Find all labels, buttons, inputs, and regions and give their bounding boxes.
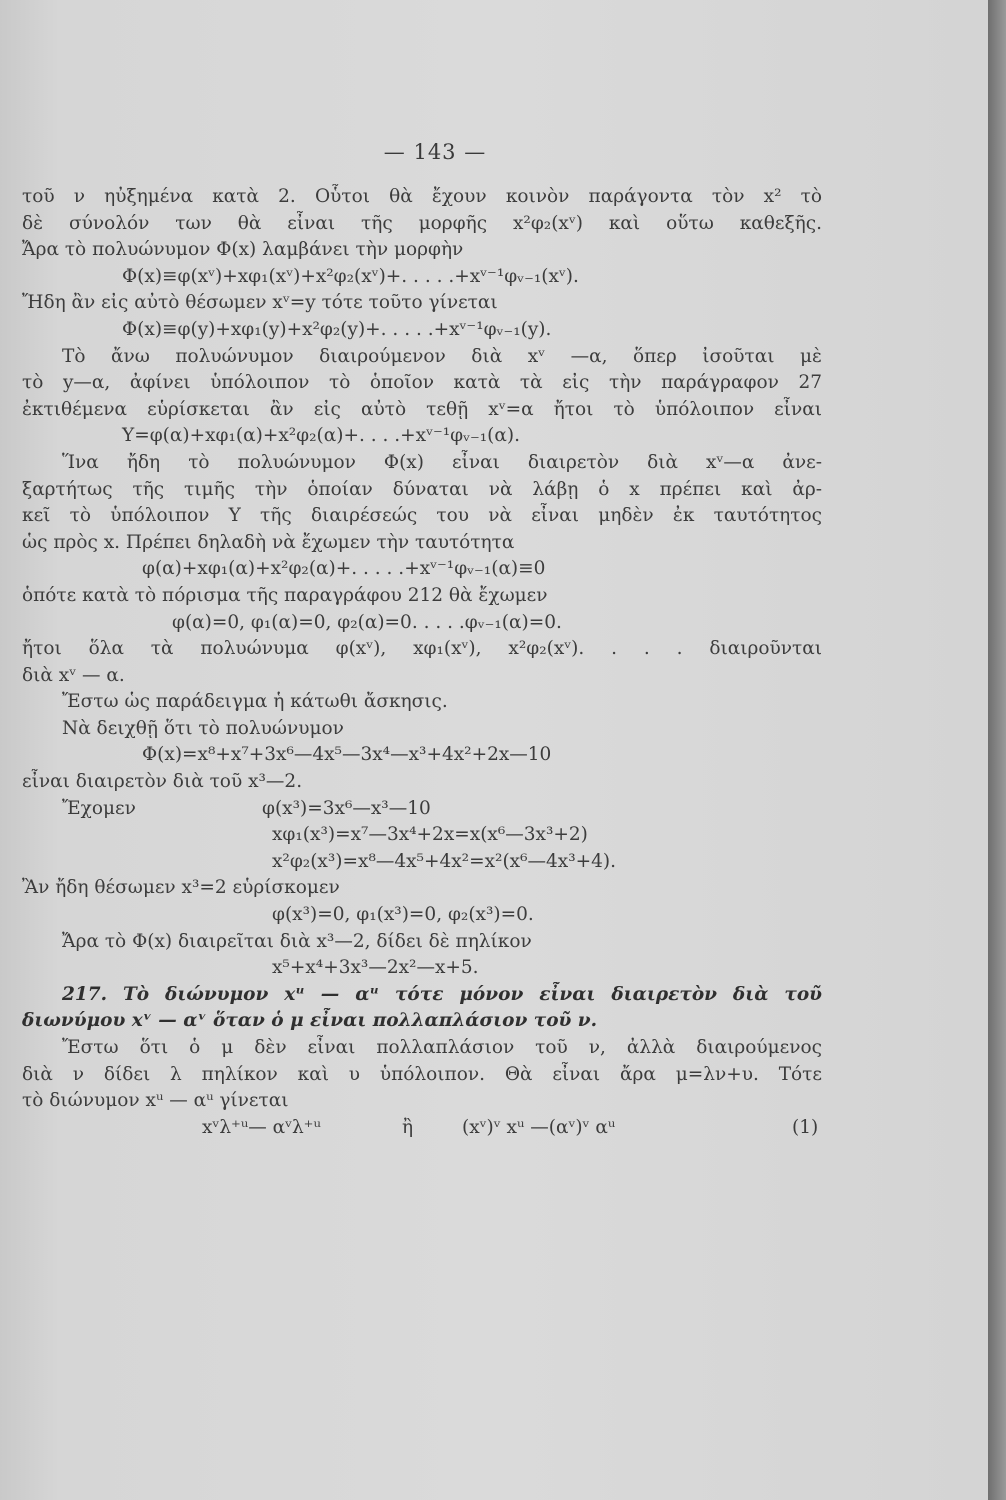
theorem-heading: διωνύμου xᵛ — αᵛ ὅταν ὁ μ εἶναι πολλαπλάσιον τοῦ ν. bbox=[22, 1010, 598, 1032]
equation-or: ἢ bbox=[402, 1116, 414, 1138]
text-line: Ἔστω ὡς παράδειγμα ἡ κάτωθι ἄσκησις. bbox=[62, 691, 448, 713]
equation-line: φ(α)+xφ₁(α)+x²φ₂(α)+. . . . .+xᵛ⁻¹φᵥ₋₁(α)≡0 bbox=[142, 558, 546, 580]
text-line: διὰ ν δίδει λ πηλίκον καὶ υ ὑπόλοιπον. Θὰ εἶναι ἄρα μ=λν+υ. Τότε bbox=[22, 1063, 822, 1085]
text-line: Τὸ ἄνω πολυώνυμον διαιρούμενον διὰ xᵛ —α, ὅπερ ἰσοῦται μὲ bbox=[62, 345, 822, 367]
equation-line: x²φ₂(x³)=x⁸—4x⁵+4x²=x²(x⁶—4x³+4). bbox=[272, 850, 617, 872]
equation-left: xᵛλ⁺ᵘ— αᵛλ⁺ᵘ bbox=[202, 1116, 321, 1138]
equation-line: φ(α)=0, φ₁(α)=0, φ₂(α)=0. . . . .φᵥ₋₁(α)=0. bbox=[172, 611, 562, 633]
text-line: ὁπότε κατὰ τὸ πόρισμα τῆς παραγράφου 212 θὰ ἔχωμεν bbox=[22, 584, 548, 606]
text-line: Ἄρα τὸ Φ(x) διαιρεῖται διὰ x³—2, δίδει δὲ πηλίκον bbox=[62, 930, 532, 952]
text-line: κεῖ τὸ ὑπόλοιπον Y τῆς διαιρέσεώς του νὰ εἶναι μηδὲν ἐκ ταυτότητος bbox=[22, 505, 822, 527]
text-line: ξαρτήτως τῆς τιμῆς τὴν ὁποίαν δύναται νὰ λάβῃ ὁ x πρέπει καὶ ἀρ- bbox=[22, 478, 822, 500]
equation-line: Φ(x)=x⁸+x⁷+3x⁶—4x⁵—3x⁴—x³+4x²+2x—10 bbox=[142, 744, 552, 766]
equation-line: φ(x³)=3x⁶—x³—10 bbox=[262, 797, 431, 819]
text-line: Ἂν ἤδη θέσωμεν x³=2 εὑρίσκομεν bbox=[22, 877, 340, 899]
numbered-equation bbox=[22, 1115, 822, 1142]
text-line: Νὰ δειχθῇ ὅτι τὸ πολυώνυμον bbox=[62, 717, 344, 739]
page-number: — 143 — bbox=[383, 140, 487, 164]
text-line: τὸ διώνυμον xᵘ — αᵘ γίνεται bbox=[22, 1090, 289, 1112]
equation-line: xφ₁(x³)=x⁷—3x⁴+2x=x(x⁶—3x³+2) bbox=[272, 824, 588, 846]
text-line: Ἵνα ἤδη τὸ πολυώνυμον Φ(x) εἶναι διαιρετὸν διὰ xᵛ—α ἀνε- bbox=[62, 451, 822, 473]
text-line: Ἔστω ὅτι ὁ μ δὲν εἶναι πολλαπλάσιον τοῦ ν, ἀλλὰ διαιρούμενος bbox=[62, 1037, 822, 1058]
text-line: ἐκτιθέμενα εὑρίσκεται ἂν εἰς αὐτὸ τεθῇ xᵛ=α ἤτοι τὸ ὑπόλοιπον εἶναι bbox=[22, 398, 822, 420]
equation-right: (xᵛ)ᵛ xᵘ —(αᵛ)ᵛ αᵘ bbox=[462, 1116, 616, 1138]
equation-line: Φ(x)≡φ(xᵛ)+xφ₁(xᵛ)+x²φ₂(xᵛ)+. . . . .+xᵛ⁻¹φᵥ₋₁(xᵛ). bbox=[122, 265, 579, 287]
example-equation-row bbox=[22, 796, 822, 823]
equation-line: Φ(x)≡φ(y)+xφ₁(y)+x²φ₂(y)+. . . . .+xᵛ⁻¹φᵥ₋₁(y). bbox=[122, 318, 552, 340]
text-line: ἤτοι ὅλα τὰ πολυώνυμα φ(xᵛ), xφ₁(xᵛ), x²φ₂(xᵛ). . . . διαιροῦνται bbox=[22, 638, 822, 660]
equation-line: φ(x³)=0, φ₁(x³)=0, φ₂(x³)=0. bbox=[272, 904, 534, 926]
text-line: τὸ y—α, ἀφίνει ὑπόλοιπον τὸ ὁποῖον κατὰ τὰ εἰς τὴν παράγραφον 27 bbox=[22, 372, 822, 394]
text-line: διὰ xᵛ — α. bbox=[22, 664, 125, 686]
page-body bbox=[22, 184, 822, 1141]
text-line: Ἤδη ἂν εἰς αὐτὸ θέσωμεν xᵛ=y τότε τοῦτο γίνεται bbox=[22, 292, 498, 314]
text-line: εἶναι διαιρετὸν διὰ τοῦ x³—2. bbox=[22, 771, 303, 793]
text-line: δὲ σύνολόν των θὰ εἶναι τῆς μορφῆς x²φ₂(xᵛ) καὶ οὕτω καθεξῆς. bbox=[22, 212, 822, 234]
equation-number: (1) bbox=[792, 1116, 819, 1138]
equation-line: x⁵+x⁴+3x³—2x²—x+5. bbox=[272, 957, 479, 979]
text-line: ὡς πρὸς x. Πρέπει δηλαδὴ νὰ ἔχωμεν τὴν ταυτότητα bbox=[22, 531, 515, 553]
echomen-label: Ἔχομεν bbox=[62, 797, 136, 819]
page-edge bbox=[988, 0, 1006, 1500]
equation-line: Y=φ(α)+xφ₁(α)+x²φ₂(α)+. . . .+xᵛ⁻¹φᵥ₋₁(α). bbox=[122, 425, 520, 447]
theorem-heading: 217. Τὸ διώνυμον xᵘ — αᵘ τότε μόνον εἶναι διαιρετὸν διὰ τοῦ bbox=[62, 983, 822, 1005]
text-line: Ἄρα τὸ πολυώνυμον Φ(x) λαμβάνει τὴν μορφὴν bbox=[22, 239, 464, 261]
text-line: τοῦ ν ηὐξημένα κατὰ 2. Οὗτοι θὰ ἔχουν κοινὸν παράγοντα τὸν x² τὸ bbox=[22, 186, 822, 207]
